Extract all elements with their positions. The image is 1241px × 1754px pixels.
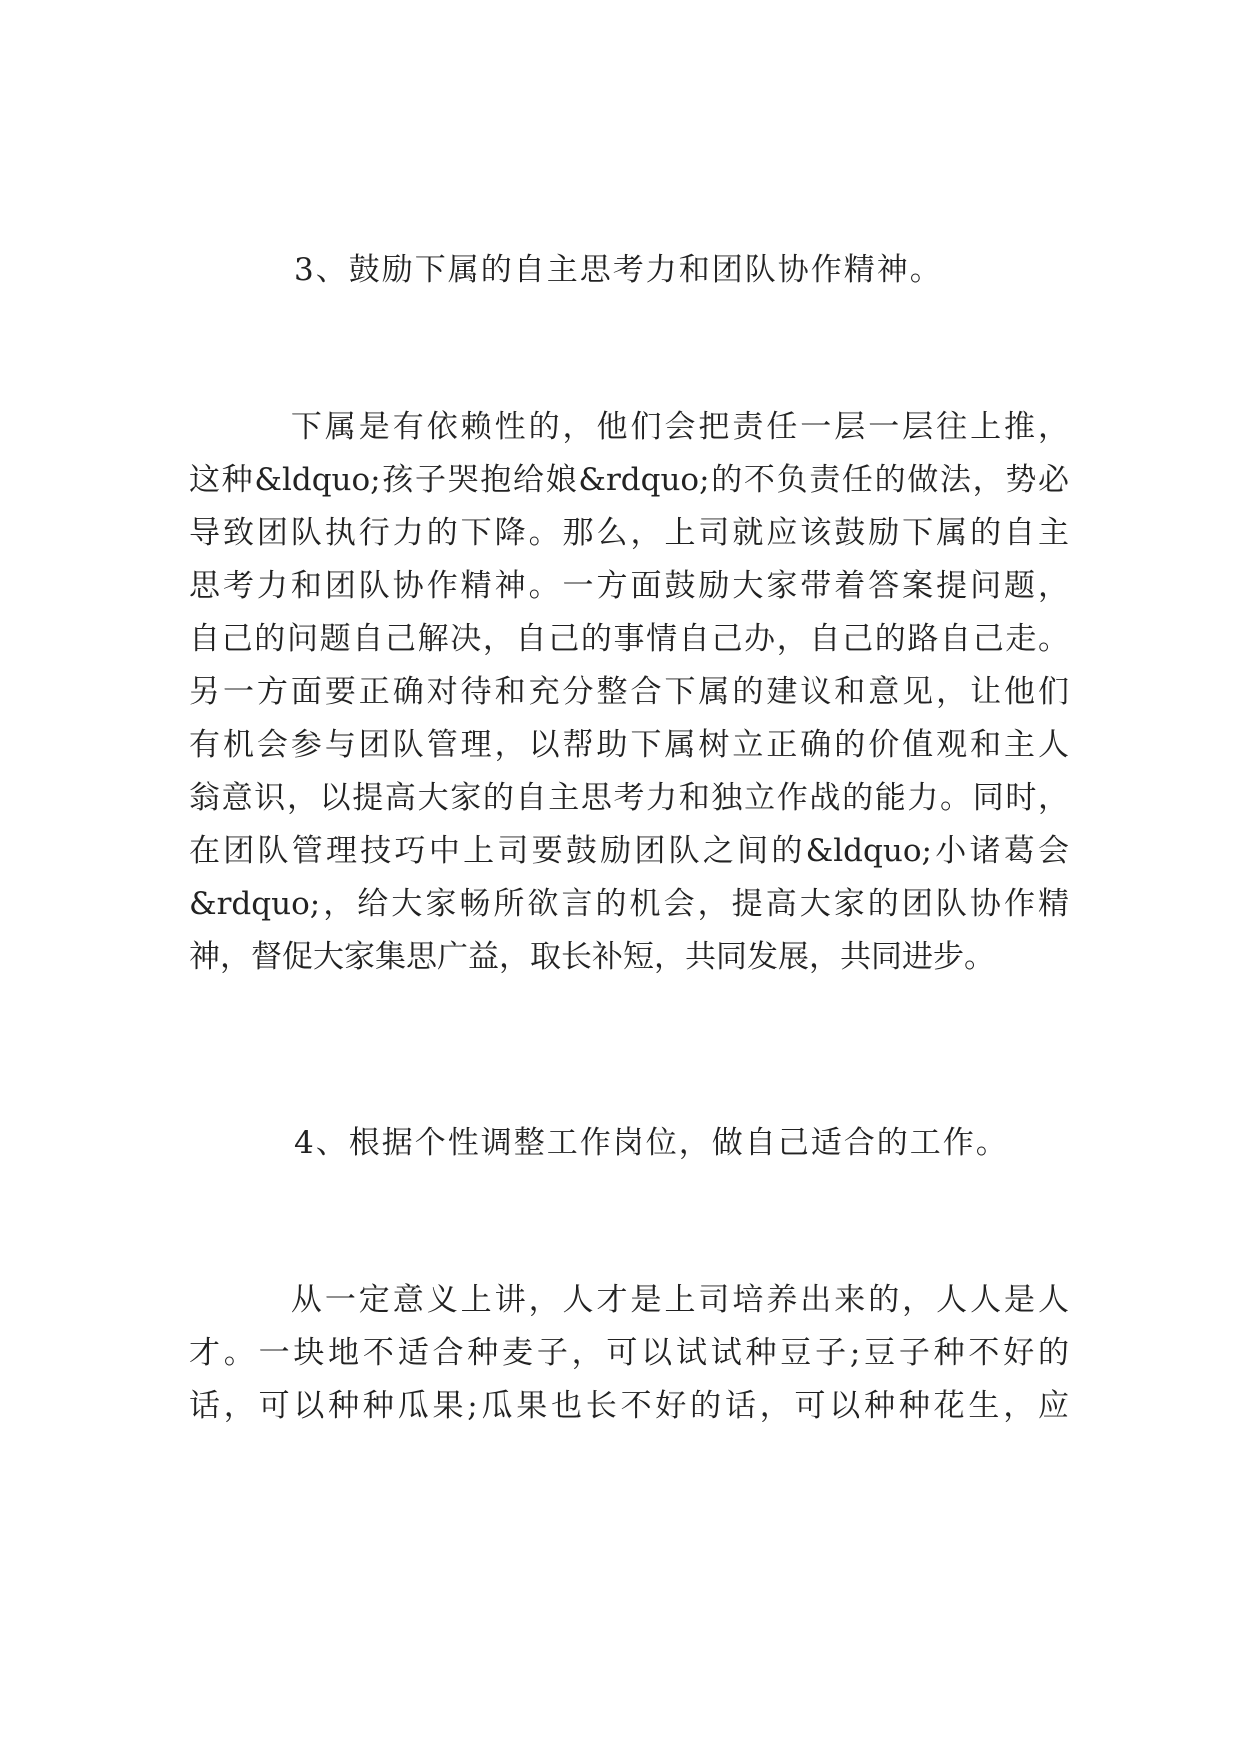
paragraph-line: 话，可以种种瓜果;瓜果也长不好的话，可以种种花生，应 <box>189 1388 1069 1424</box>
paragraph-line: 这种&ldquo;孩子哭抱给娘&rdquo;的不负责任的做法，势必 <box>189 462 1069 498</box>
paragraph-line: 神，督促大家集思广益，取长补短，共同发展，共同进步。 <box>189 939 995 975</box>
paragraph-line: 自己的问题自己解决，自己的事情自己办，自己的路自己走。 <box>189 621 1069 657</box>
section-heading-4: 4、根据个性调整工作岗位，做自己适合的工作。 <box>294 1125 1009 1161</box>
paragraph-line: 翁意识，以提高大家的自主思考力和独立作战的能力。同时， <box>189 780 1069 816</box>
paragraph-line: 在团队管理技巧中上司要鼓励团队之间的&ldquo;小诸葛会 <box>189 833 1069 869</box>
paragraph-line: 导致团队执行力的下降。那么，上司就应该鼓励下属的自主 <box>189 515 1069 551</box>
paragraph-line: 才。一块地不适合种麦子，可以试试种豆子;豆子种不好的 <box>189 1335 1069 1371</box>
paragraph-line: &rdquo;，给大家畅所欲言的机会，提高大家的团队协作精 <box>189 886 1069 922</box>
paragraph-line: 从一定意义上讲，人才是上司培养出来的，人人是人 <box>189 1282 1069 1318</box>
paragraph-line: 另一方面要正确对待和充分整合下属的建议和意见，让他们 <box>189 674 1069 710</box>
paragraph-line: 思考力和团队协作精神。一方面鼓励大家带着答案提问题， <box>189 568 1069 604</box>
section-heading-3: 3、鼓励下属的自主思考力和团队协作精神。 <box>294 252 943 288</box>
paragraph-line: 下属是有依赖性的，他们会把责任一层一层往上推， <box>189 409 1069 445</box>
paragraph-line: 有机会参与团队管理，以帮助下属树立正确的价值观和主人 <box>189 727 1069 763</box>
